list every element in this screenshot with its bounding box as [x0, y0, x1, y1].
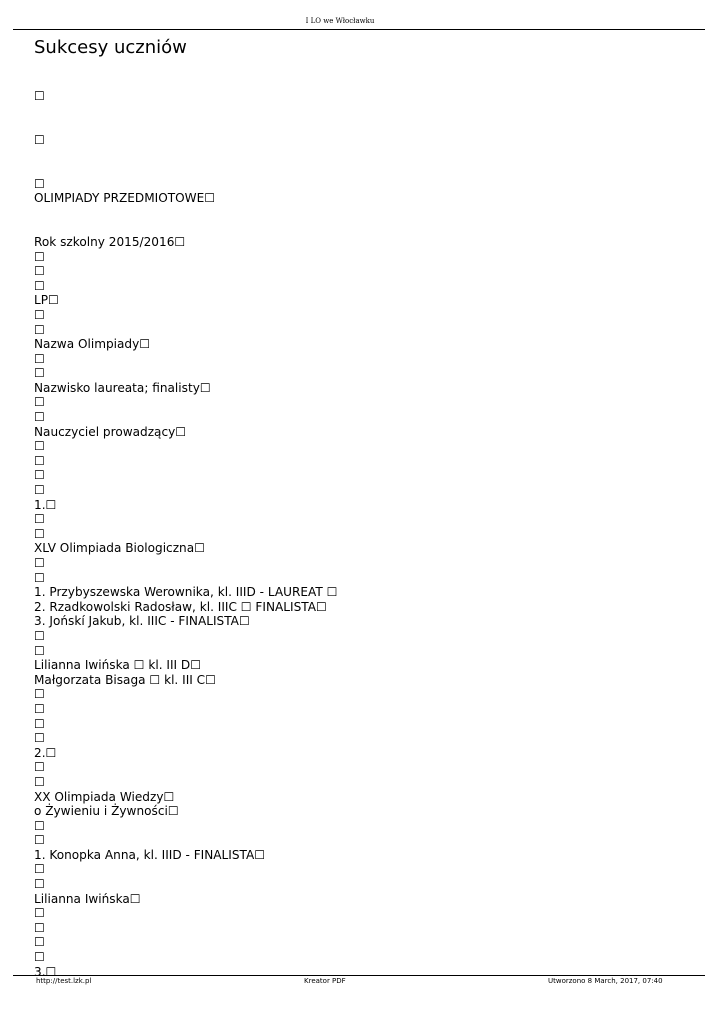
text-line: Rok szkolny 2015/2016☐	[34, 234, 186, 249]
text-line: ☐	[34, 716, 45, 731]
text-line: o Żywieniu i Żywności☐	[34, 804, 179, 819]
text-line: 3. Jońskí Jakub, kl. IIIC - FINALISTA☐	[34, 614, 250, 629]
text-line: ☐	[34, 687, 45, 702]
text-line: ☐	[34, 322, 45, 337]
text-line: ☐	[34, 920, 45, 935]
text-line: 1. Przybyszewska Werownika, kl. IIID - LAUREAT ☐	[34, 585, 338, 600]
text-line: ☐	[34, 643, 45, 658]
text-line: ☐	[34, 249, 45, 264]
text-line: ☐	[34, 453, 45, 468]
text-line: ☐	[34, 264, 45, 279]
page-title: Sukcesy uczniów	[34, 37, 187, 58]
blank-line	[34, 104, 694, 119]
text-line: ☐	[34, 395, 45, 410]
text-line: 1.☐	[34, 497, 57, 512]
footer-divider	[13, 975, 705, 976]
text-line: Małgorzata Bisaga ☐ kl. III C☐	[34, 672, 216, 687]
text-line: ☐	[34, 760, 45, 775]
text-line: ☐	[34, 833, 45, 848]
text-line: ☐	[34, 278, 45, 293]
footer-url: http://test.lzk.pl	[36, 977, 92, 985]
text-line: ☐	[34, 877, 45, 892]
text-line: ☐	[34, 862, 45, 877]
text-line: ☐	[34, 701, 45, 716]
text-line: XLV Olimpiada Biologiczna☐	[34, 541, 205, 556]
text-line: ☐	[34, 628, 45, 643]
header-divider	[13, 29, 705, 30]
text-line: ☐	[34, 950, 45, 965]
text-line: ☐	[34, 483, 45, 498]
blank-line	[34, 162, 694, 177]
text-line: ☐	[34, 132, 45, 147]
text-line: Nazwisko laureata; finalisty☐	[34, 380, 211, 395]
text-line: ☐	[34, 731, 45, 746]
text-line: 3.☐	[34, 964, 57, 979]
page-header-title: I LO we Włocławku	[305, 17, 375, 25]
text-line: ☐	[34, 556, 45, 570]
text-line: 1. Konopka Anna, kl. IIID - FINALISTA☐	[34, 847, 266, 862]
text-line: ☐	[34, 410, 45, 425]
text-line: ☐	[34, 512, 45, 527]
footer-created-date: Utworzono 8 March, 2017, 07:40	[548, 977, 663, 985]
text-line: ☐	[34, 351, 45, 366]
text-line: ☐	[34, 935, 45, 950]
blank-line	[34, 206, 694, 221]
text-line: ☐	[34, 818, 45, 833]
text-line: ☐	[34, 774, 45, 789]
text-line: Nazwa Olimpiady☐	[34, 337, 151, 352]
text-line: ☐	[34, 526, 45, 541]
text-line: Nauczyciel prowadzący☐	[34, 424, 187, 439]
document-body	[34, 89, 694, 979]
text-line: ☐	[34, 89, 45, 103]
blank-line	[34, 220, 694, 235]
text-line: Lilianna Iwińska ☐ kl. III D☐	[34, 658, 202, 673]
footer-generator: Kreator PDF	[304, 977, 346, 985]
blank-line	[34, 147, 694, 162]
text-line: ☐	[34, 366, 45, 381]
text-line: ☐	[34, 176, 45, 191]
blank-line	[34, 118, 694, 133]
text-line: ☐	[34, 439, 45, 454]
text-line: ☐	[34, 468, 45, 483]
text-line: OLIMPIADY PRZEDMIOTOWE☐	[34, 191, 216, 206]
text-line: Lilianna Iwińska☐	[34, 891, 141, 906]
text-line: ☐	[34, 906, 45, 921]
text-line: 2. Rzadkowolski Radosław, kl. IIIC ☐ FINALISTA☐	[34, 599, 327, 614]
text-line: LP☐	[34, 293, 59, 308]
text-line: ☐	[34, 307, 45, 322]
text-line: ☐	[34, 570, 45, 585]
text-line: 2.☐	[34, 745, 57, 760]
text-line: XX Olimpiada Wiedzy☐	[34, 789, 175, 804]
